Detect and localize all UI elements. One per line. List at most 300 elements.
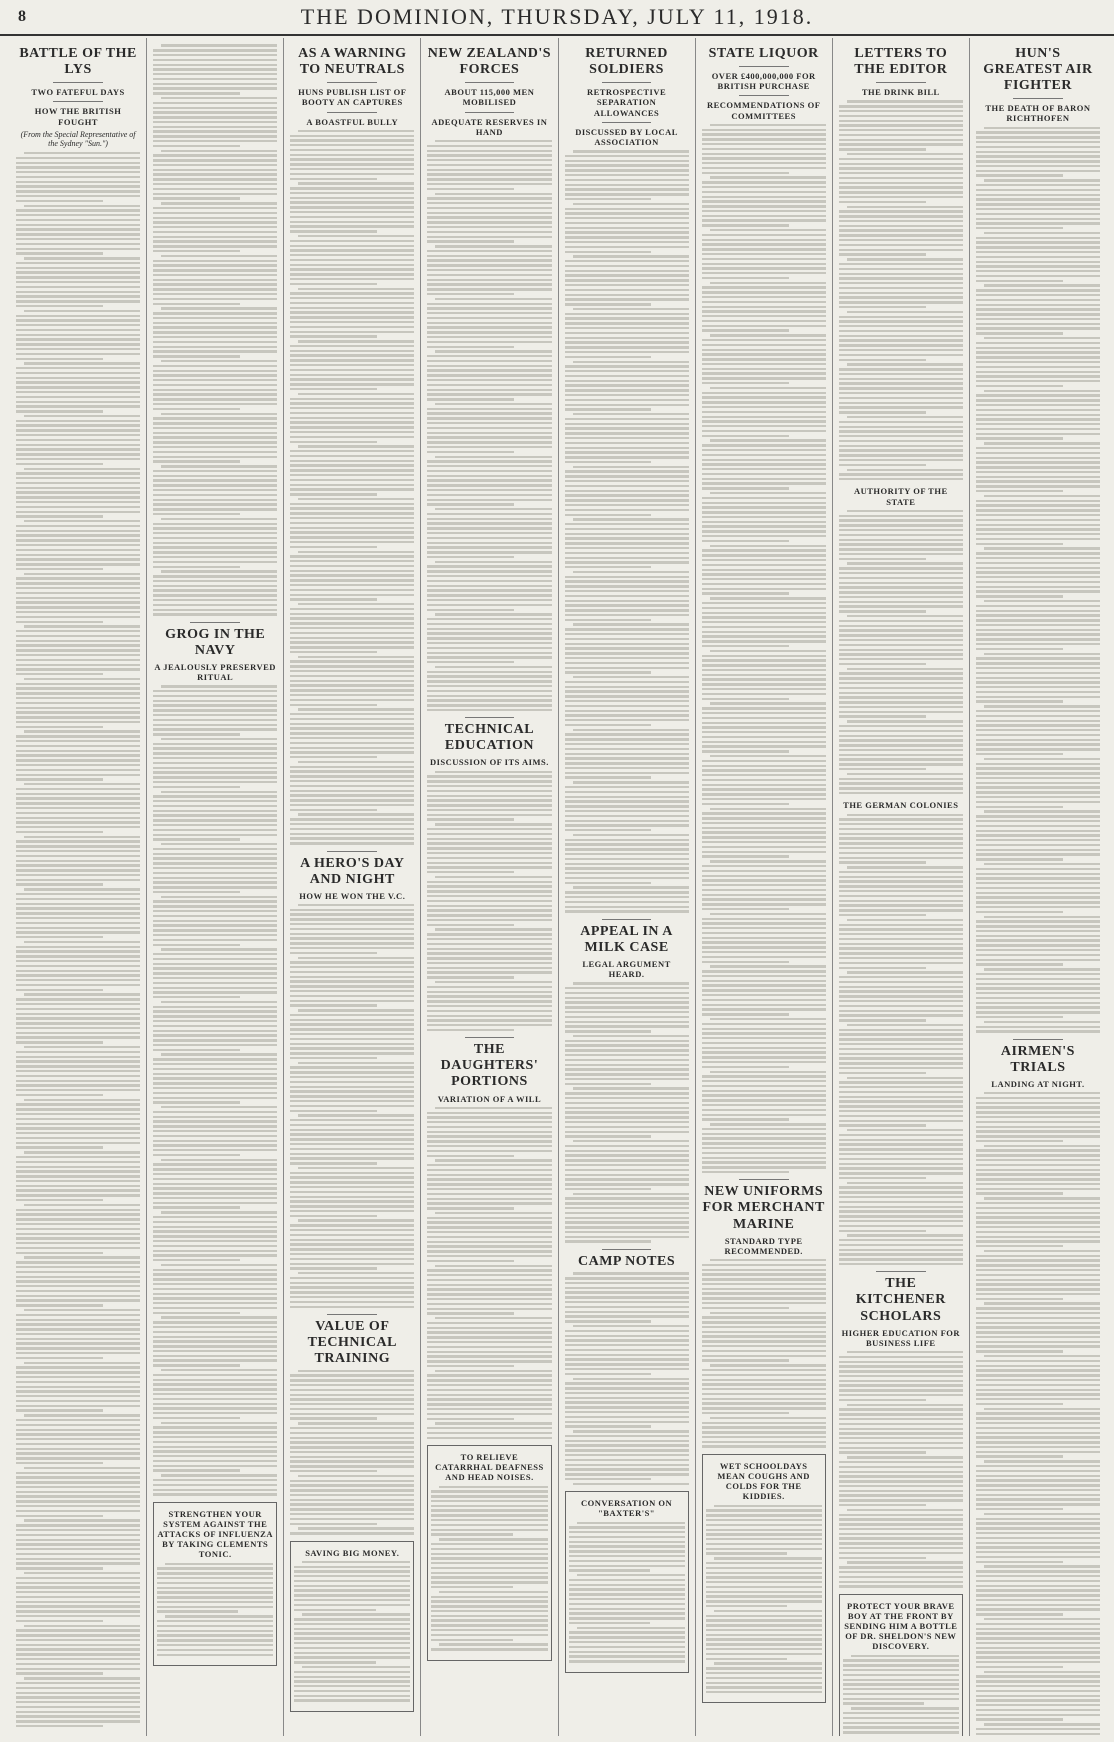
text-line — [565, 523, 689, 525]
text-line — [706, 1653, 822, 1655]
text-line — [565, 1473, 689, 1475]
text-line — [16, 343, 140, 345]
text-line — [839, 933, 963, 935]
text-line — [290, 144, 414, 146]
text-line — [427, 871, 514, 873]
text-line — [16, 845, 140, 847]
text-line — [976, 1647, 1100, 1649]
text-line — [16, 1070, 140, 1072]
text-line — [565, 1083, 652, 1085]
text-line — [565, 791, 689, 793]
text-line — [573, 1483, 689, 1485]
text-line — [290, 1286, 414, 1288]
text-line — [976, 614, 1100, 616]
text-line — [702, 396, 826, 398]
text-line — [573, 886, 689, 888]
text-line — [976, 251, 1100, 253]
text-line — [839, 1014, 963, 1016]
text-line — [427, 1241, 551, 1243]
text-line — [565, 839, 689, 841]
text-line — [16, 1687, 140, 1689]
text-line — [706, 1634, 822, 1636]
text-line — [976, 1026, 1100, 1028]
text-line — [976, 399, 1100, 401]
text-line — [839, 754, 963, 756]
text-line — [565, 1449, 689, 1451]
text-line — [976, 1661, 1100, 1663]
text-line — [24, 625, 140, 627]
text-line — [976, 136, 1100, 138]
text-line — [984, 547, 1100, 549]
text-line — [976, 925, 1100, 927]
text-line — [16, 1213, 140, 1215]
text-line — [839, 653, 963, 655]
text-line — [16, 1558, 140, 1560]
text-line — [702, 1104, 826, 1106]
text-line — [976, 1178, 1100, 1180]
text-line — [427, 952, 551, 954]
headline: NEW ZEALAND'S FORCES — [427, 46, 552, 78]
text-line — [427, 995, 551, 997]
text-line — [573, 781, 689, 783]
text-line — [976, 973, 1100, 975]
text-line — [984, 127, 1100, 129]
text-line — [839, 339, 963, 341]
text-line — [16, 974, 140, 976]
text-line — [565, 1150, 689, 1152]
text-line — [153, 944, 240, 946]
text-line — [290, 268, 414, 270]
text-line — [702, 741, 826, 743]
text-line — [573, 1430, 689, 1432]
text-line — [565, 628, 689, 630]
text-line — [702, 392, 826, 394]
text-line — [839, 449, 963, 451]
text-line — [153, 939, 277, 941]
text-line — [298, 708, 414, 710]
text-line — [16, 654, 140, 656]
text-line — [290, 359, 414, 361]
text-line — [427, 909, 551, 911]
text-line — [427, 1145, 551, 1147]
text-line — [427, 857, 551, 859]
text-line — [565, 394, 689, 396]
text-line — [839, 296, 963, 298]
text-line — [161, 1211, 277, 1213]
text-line — [839, 1124, 926, 1126]
text-line — [565, 743, 689, 745]
text-line — [976, 227, 1063, 229]
text-line — [24, 257, 140, 259]
text-line — [16, 224, 140, 226]
text-line — [976, 218, 1100, 220]
text-line — [839, 976, 963, 978]
text-line — [16, 879, 140, 881]
text-line — [16, 673, 103, 675]
text-line — [702, 320, 826, 322]
text-line — [976, 1651, 1100, 1653]
text-line — [290, 1196, 414, 1198]
text-line — [290, 1200, 414, 1202]
text-line — [290, 1291, 414, 1293]
text-line — [702, 272, 826, 274]
subheading: DISCUSSED BY LOCAL ASSOCIATION — [575, 126, 678, 147]
text-line — [298, 288, 414, 290]
text-line — [427, 202, 551, 204]
text-line — [839, 220, 963, 222]
text-line — [839, 330, 963, 332]
text-line — [702, 1157, 826, 1159]
text-line — [290, 206, 414, 208]
text-line — [565, 767, 689, 769]
text-line — [702, 1090, 826, 1092]
text-line — [427, 446, 551, 448]
text-line — [702, 1379, 826, 1381]
text-line — [976, 447, 1100, 449]
text-line — [290, 292, 414, 294]
text-line — [702, 1431, 826, 1433]
text-line — [153, 322, 277, 324]
text-line — [16, 1247, 140, 1249]
text-line — [153, 432, 277, 434]
text-line — [153, 810, 277, 812]
text-line — [565, 891, 689, 893]
text-line — [153, 83, 277, 85]
text-line — [565, 681, 689, 683]
text-line — [290, 1427, 414, 1429]
text-line — [710, 755, 826, 757]
text-line — [976, 404, 1100, 406]
text-line — [839, 692, 963, 694]
text-line — [565, 270, 689, 272]
text-line — [427, 809, 551, 811]
text-line — [976, 920, 1100, 922]
text-line — [24, 520, 140, 522]
text-line — [839, 990, 963, 992]
text-line — [290, 909, 414, 911]
text-line — [702, 506, 826, 508]
text-line — [290, 833, 414, 835]
text-line — [710, 334, 826, 336]
ad-heading: STRENGTHEN YOUR SYSTEM AGAINST THE ATTACKS OF INFLUENZA BY TAKING CLEMENTS TONIC. — [157, 1508, 273, 1560]
text-line — [427, 1374, 551, 1376]
text-line — [702, 951, 826, 953]
ad-text — [843, 1655, 959, 1736]
text-line — [702, 286, 826, 288]
text-line — [290, 794, 414, 796]
text-line — [702, 788, 826, 790]
text-line — [839, 110, 963, 112]
text-line — [16, 1299, 140, 1301]
text-line — [427, 575, 551, 577]
text-line — [290, 980, 414, 982]
text-line — [153, 446, 277, 448]
text-line — [976, 1728, 1100, 1730]
text-line — [427, 451, 514, 453]
text-line — [710, 282, 826, 284]
text-line — [161, 843, 277, 845]
text-line — [569, 1622, 650, 1624]
text-line — [976, 1455, 1063, 1457]
text-line — [427, 671, 551, 673]
text-line — [290, 1095, 414, 1097]
text-line — [290, 254, 414, 256]
text-line — [16, 463, 103, 465]
text-line — [976, 1288, 1100, 1290]
text-line — [702, 1008, 826, 1010]
text-line — [427, 795, 551, 797]
text-line — [290, 913, 414, 915]
text-line — [976, 782, 1100, 784]
text-line — [976, 366, 1100, 368]
text-line — [153, 1140, 277, 1142]
text-line — [290, 517, 414, 519]
text-line — [16, 1118, 140, 1120]
text-line — [702, 497, 826, 499]
text-line — [565, 800, 689, 802]
text-line — [16, 592, 140, 594]
text-line — [565, 528, 689, 530]
text-line — [984, 863, 1100, 865]
text-line — [16, 907, 140, 909]
text-line — [157, 1634, 273, 1636]
text-line — [153, 107, 277, 109]
text-line — [839, 397, 963, 399]
text-line — [565, 590, 689, 592]
article-text — [976, 1092, 1100, 1736]
text-line — [290, 512, 414, 514]
text-line — [702, 339, 826, 341]
text-line — [710, 808, 826, 810]
text-line — [290, 718, 414, 720]
subheading: DISCUSSION OF ITS AIMS. — [429, 757, 549, 768]
text-line — [431, 1553, 547, 1555]
text-line — [427, 991, 551, 993]
text-line — [290, 780, 414, 782]
text-line — [565, 561, 689, 563]
text-line — [706, 1562, 822, 1564]
text-line — [702, 167, 826, 169]
article-text — [16, 152, 140, 1727]
text-line — [16, 1027, 140, 1029]
text-line — [565, 418, 689, 420]
text-line — [976, 323, 1100, 325]
text-line — [702, 1436, 826, 1438]
text-line — [290, 546, 377, 548]
text-line — [435, 981, 551, 983]
text-line — [153, 700, 277, 702]
text-line — [153, 1087, 277, 1089]
text-line — [427, 924, 514, 926]
text-line — [702, 157, 826, 159]
text-line — [976, 519, 1100, 521]
text-line — [976, 1494, 1100, 1496]
text-line — [302, 1561, 410, 1563]
text-line — [290, 173, 414, 175]
text-line — [153, 68, 277, 70]
text-line — [839, 610, 926, 612]
article-text — [702, 1259, 826, 1448]
text-line — [565, 1111, 689, 1113]
text-line — [16, 1381, 140, 1383]
text-line — [976, 131, 1100, 133]
text-line — [16, 1266, 140, 1268]
text-line — [16, 1672, 103, 1674]
text-line — [702, 1128, 826, 1130]
text-line — [839, 445, 963, 447]
text-line — [16, 1103, 140, 1105]
text-line — [24, 1046, 140, 1048]
text-line — [427, 599, 551, 601]
text-line — [976, 1326, 1100, 1328]
text-line — [976, 767, 1100, 769]
text-line — [839, 967, 926, 969]
text-line — [427, 699, 551, 701]
text-line — [427, 1279, 551, 1281]
text-line — [153, 757, 277, 759]
text-line — [427, 1331, 551, 1333]
text-line — [16, 1075, 140, 1077]
ad-text — [157, 1563, 273, 1656]
text-line — [976, 954, 1100, 956]
text-line — [710, 1071, 826, 1073]
text-line — [427, 1019, 551, 1021]
text-line — [290, 594, 414, 596]
text-line — [976, 146, 1100, 148]
text-line — [565, 719, 689, 721]
text-line — [427, 1341, 551, 1343]
text-line — [427, 565, 551, 567]
text-line — [153, 1168, 277, 1170]
text-line — [565, 404, 689, 406]
text-line — [702, 1032, 826, 1034]
text-line — [16, 1405, 140, 1407]
text-line — [565, 657, 689, 659]
text-line — [984, 337, 1100, 339]
text-line — [294, 1632, 410, 1634]
article-text — [427, 140, 551, 711]
text-line — [984, 1302, 1100, 1304]
text-line — [290, 201, 414, 203]
text-line — [702, 1278, 826, 1280]
text-line — [153, 422, 277, 424]
text-line — [702, 329, 789, 331]
text-line — [839, 1263, 963, 1265]
text-line — [153, 1010, 277, 1012]
text-line — [153, 130, 277, 132]
text-line — [16, 1692, 140, 1694]
text-line — [839, 601, 963, 603]
text-line — [16, 826, 140, 828]
text-line — [161, 360, 277, 362]
text-line — [839, 139, 963, 141]
advertisement — [427, 1445, 551, 1661]
text-line — [573, 1378, 689, 1380]
text-line — [565, 408, 652, 410]
text-line — [702, 1359, 789, 1361]
text-line — [290, 192, 414, 194]
text-line — [565, 786, 689, 788]
text-line — [976, 1398, 1100, 1400]
text-line — [577, 1627, 685, 1629]
text-line — [427, 1413, 551, 1415]
subheading: RECOMMENDATIONS OF COMMITTEES — [706, 100, 821, 121]
text-line — [427, 1418, 514, 1420]
text-line — [565, 317, 689, 319]
text-line — [153, 1350, 277, 1352]
text-line — [839, 210, 963, 212]
text-line — [565, 480, 689, 482]
text-line — [16, 1290, 140, 1292]
text-line — [161, 1159, 277, 1161]
text-line — [153, 73, 277, 75]
text-line — [427, 556, 514, 558]
text-line — [290, 488, 414, 490]
text-line — [976, 490, 1063, 492]
text-line — [290, 1460, 414, 1462]
text-line — [565, 1207, 689, 1209]
text-line — [839, 1428, 963, 1430]
text-line — [153, 824, 277, 826]
text-line — [16, 1228, 140, 1230]
text-line — [427, 695, 551, 697]
text-line — [290, 278, 414, 280]
text-line — [565, 1387, 689, 1389]
text-line — [984, 1671, 1100, 1673]
text-line — [427, 675, 551, 677]
text-line — [565, 992, 689, 994]
advertisement — [839, 1594, 963, 1736]
text-line — [24, 415, 140, 417]
text-line — [16, 1218, 140, 1220]
text-line — [290, 259, 414, 261]
text-line — [565, 619, 652, 621]
text-line — [153, 1101, 240, 1103]
text-line — [573, 203, 689, 205]
text-line — [839, 325, 963, 327]
text-line — [16, 597, 140, 599]
text-line — [702, 559, 826, 561]
text-line — [290, 1446, 414, 1448]
text-line — [16, 1199, 103, 1201]
text-line — [710, 492, 826, 494]
text-line — [153, 355, 240, 357]
text-line — [427, 1360, 551, 1362]
text-line — [427, 317, 551, 319]
text-line — [976, 834, 1100, 836]
text-line — [702, 999, 826, 1001]
text-line — [702, 1345, 826, 1347]
text-line — [153, 1154, 240, 1156]
text-line — [839, 696, 963, 698]
text-line — [976, 1585, 1100, 1587]
text-line — [153, 929, 277, 931]
text-line — [976, 500, 1100, 502]
text-line — [290, 1138, 414, 1140]
text-line — [427, 336, 551, 338]
text-line — [16, 1668, 140, 1670]
text-line — [427, 847, 551, 849]
text-line — [290, 660, 414, 662]
text-line — [290, 1518, 414, 1520]
article-text — [153, 685, 277, 1495]
text-line — [565, 265, 689, 267]
text-line — [702, 989, 826, 991]
text-line — [839, 1062, 963, 1064]
text-line — [565, 322, 689, 324]
text-line — [573, 255, 689, 257]
text-line — [976, 743, 1100, 745]
